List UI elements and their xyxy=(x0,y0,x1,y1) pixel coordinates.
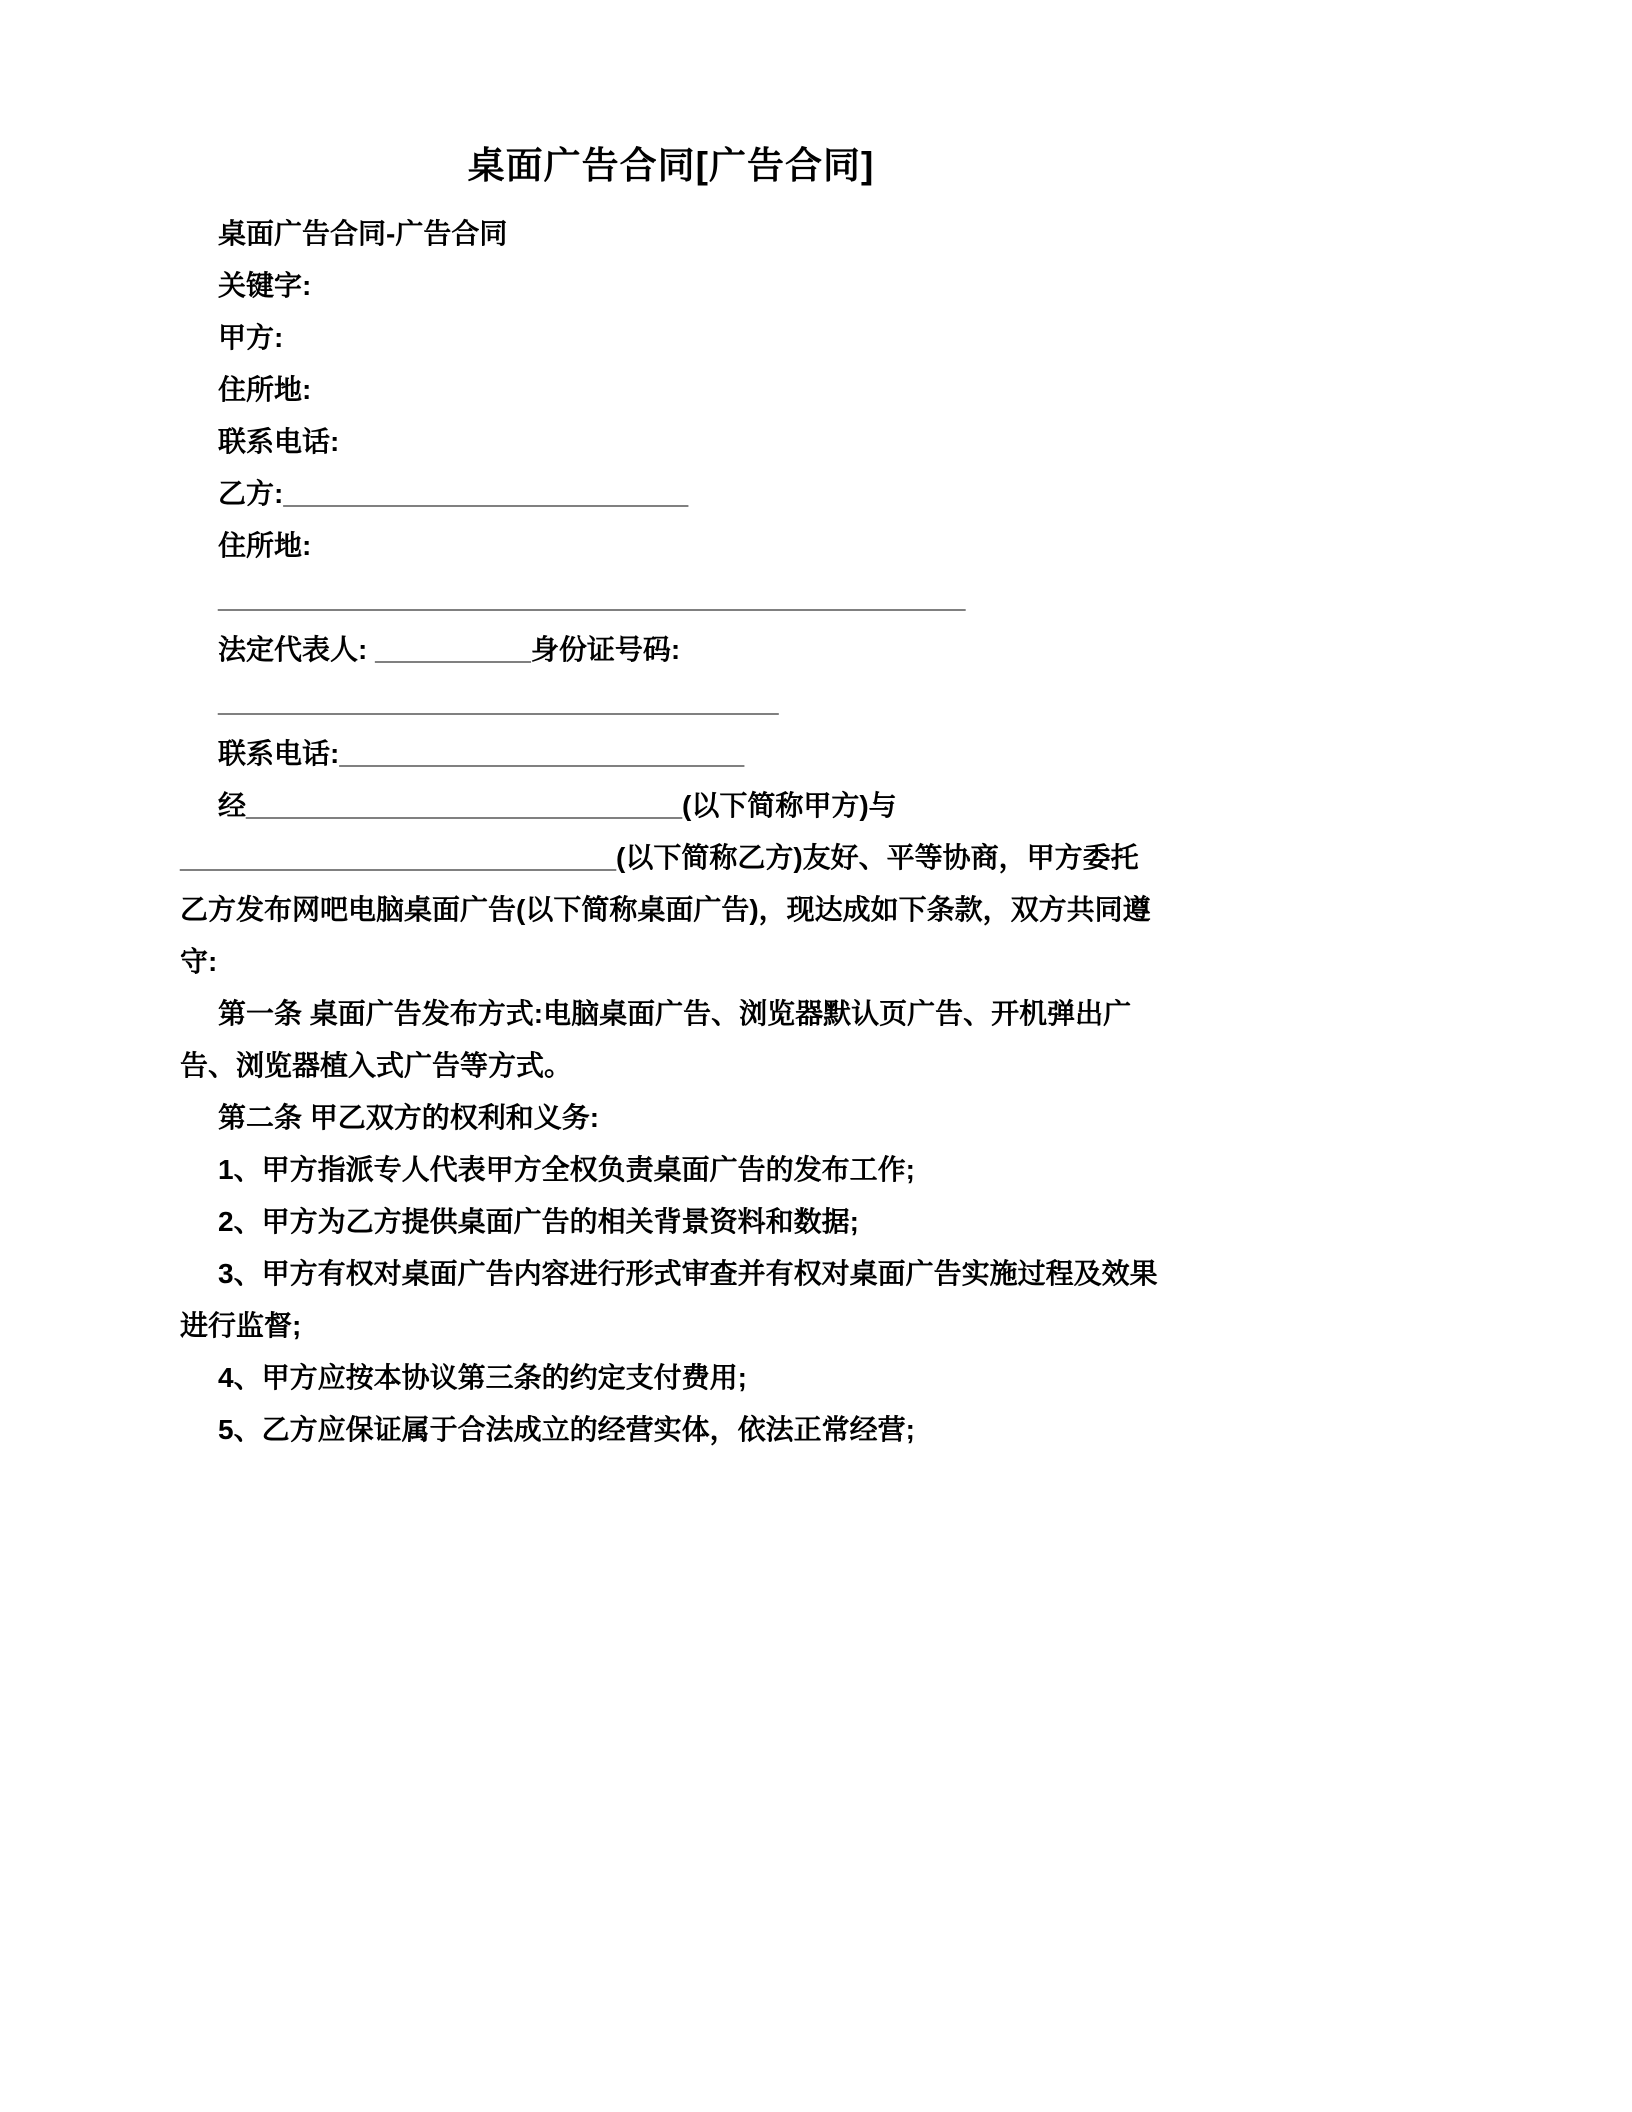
paragraph-party-a-address: 住所地: xyxy=(218,374,312,405)
paragraph-article-2-item-1: 1、甲方指派专人代表甲方全权负责桌面广告的发布工作; xyxy=(218,1154,915,1185)
paragraph-blank-line-2: ____________________________________ xyxy=(218,686,779,717)
paragraph-blank-line-1: ________________________________________________ xyxy=(218,582,966,613)
paragraph-preamble: 经____________________________(以下简称甲方)与____________________________(以下简称乙方)友好、平等协商，甲方委托乙方发布网吧电脑桌面广告(以下简称桌面广告)，现达成如下条款，双方共同遵守: xyxy=(180,790,1151,977)
paragraph-party-b-phone: 联系电话:__________________________ xyxy=(218,738,745,769)
paragraph-article-2: 第二条 甲乙双方的权利和义务: xyxy=(218,1102,600,1133)
paragraph-party-a-label: 甲方: xyxy=(218,322,284,353)
paragraph-party-a-phone: 联系电话: xyxy=(218,426,340,457)
paragraph-legal-representative: 法定代表人: __________身份证号码: xyxy=(218,634,681,665)
paragraph-article-1: 第一条 桌面广告发布方式:电脑桌面广告、浏览器默认页广告、开机弹出广告、浏览器植入式广告等方式。 xyxy=(180,998,1132,1081)
paragraph-keywords-label: 关键字: xyxy=(218,270,312,301)
paragraph-article-2-item-3: 3、甲方有权对桌面广告内容进行形式审查并有权对桌面广告实施过程及效果进行监督; xyxy=(180,1258,1158,1341)
document-title: 桌面广告合同[广告合同] xyxy=(467,145,875,186)
paragraph-party-b-label: 乙方:__________________________ xyxy=(218,478,689,509)
paragraph-article-2-item-5: 5、乙方应保证属于合法成立的经营实体，依法正常经营; xyxy=(218,1414,915,1445)
paragraph-party-b-address: 住所地: xyxy=(218,530,312,561)
paragraph-article-2-item-2: 2、甲方为乙方提供桌面广告的相关背景资料和数据; xyxy=(218,1206,859,1237)
paragraph-subtitle: 桌面广告合同-广告合同 xyxy=(218,218,508,249)
paragraph-article-2-item-4: 4、甲方应按本协议第三条的约定支付费用; xyxy=(218,1362,747,1393)
